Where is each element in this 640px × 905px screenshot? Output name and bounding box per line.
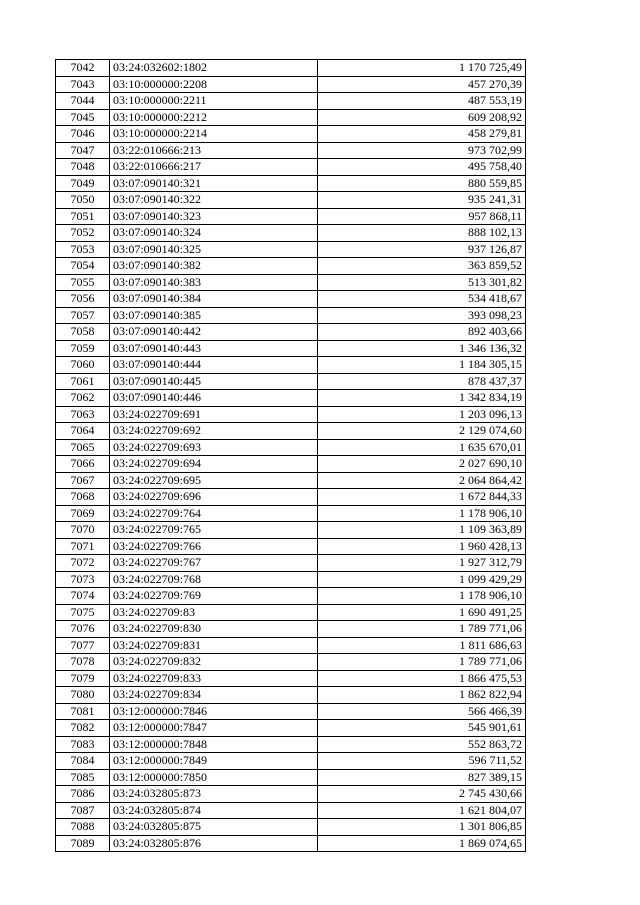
cadastral-value-cell: 596 711,52 [318, 753, 526, 770]
cadastral-value-cell: 1 099 429,29 [318, 571, 526, 588]
row-number-cell: 7085 [56, 769, 110, 786]
row-number-cell: 7068 [56, 489, 110, 506]
cadastral-number-cell: 03:24:022709:767 [110, 555, 318, 572]
cadastral-number-cell: 03:24:022709:692 [110, 423, 318, 440]
cadastral-value-cell: 534 418,67 [318, 291, 526, 308]
table-row [56, 93, 526, 110]
table-row [56, 489, 526, 506]
cadastral-value-cell: 566 466,39 [318, 703, 526, 720]
cadastral-value-cell: 1 866 475,53 [318, 670, 526, 687]
table-row [56, 373, 526, 390]
table-row [56, 538, 526, 555]
table-row [56, 423, 526, 440]
cadastral-value-cell: 2 064 864,42 [318, 472, 526, 489]
cadastral-number-cell: 03:12:000000:7848 [110, 736, 318, 753]
table-row [56, 340, 526, 357]
row-number-cell: 7044 [56, 93, 110, 110]
cadastral-number-cell: 03:24:022709:766 [110, 538, 318, 555]
row-number-cell: 7083 [56, 736, 110, 753]
table-body [56, 60, 526, 852]
cadastral-number-cell: 03:24:032805:875 [110, 819, 318, 836]
table-row [56, 703, 526, 720]
cadastral-value-cell: 545 901,61 [318, 720, 526, 737]
cadastral-number-cell: 03:24:032805:873 [110, 786, 318, 803]
cadastral-number-cell: 03:24:022709:833 [110, 670, 318, 687]
cadastral-value-cell: 1 346 136,32 [318, 340, 526, 357]
cadastral-number-cell: 03:07:090140:382 [110, 258, 318, 275]
table-row [56, 571, 526, 588]
table-row [56, 802, 526, 819]
table-row [56, 109, 526, 126]
table-row [56, 439, 526, 456]
cadastral-number-cell: 03:24:022709:696 [110, 489, 318, 506]
cadastral-number-cell: 03:07:090140:324 [110, 225, 318, 242]
cadastral-value-cell: 973 702,99 [318, 142, 526, 159]
cadastral-number-cell: 03:07:090140:325 [110, 241, 318, 258]
table-row [56, 736, 526, 753]
cadastral-value-cell: 393 098,23 [318, 307, 526, 324]
cadastral-value-cell: 457 270,39 [318, 76, 526, 93]
cadastral-number-cell: 03:07:090140:385 [110, 307, 318, 324]
row-number-cell: 7054 [56, 258, 110, 275]
table-row [56, 208, 526, 225]
cadastral-number-cell: 03:24:022709:694 [110, 456, 318, 473]
table-row [56, 357, 526, 374]
table-row [56, 687, 526, 704]
cadastral-number-cell: 03:24:022709:693 [110, 439, 318, 456]
cadastral-value-cell: 1 109 363,89 [318, 522, 526, 539]
table-row [56, 324, 526, 341]
cadastral-number-cell: 03:12:000000:7847 [110, 720, 318, 737]
row-number-cell: 7065 [56, 439, 110, 456]
table-row [56, 472, 526, 489]
cadastral-value-cell: 2 745 430,66 [318, 786, 526, 803]
table-row [56, 274, 526, 291]
cadastral-value-cell: 552 863,72 [318, 736, 526, 753]
cadastral-number-cell: 03:24:032805:876 [110, 835, 318, 852]
row-number-cell: 7077 [56, 637, 110, 654]
table-row [56, 142, 526, 159]
cadastral-number-cell: 03:07:090140:384 [110, 291, 318, 308]
row-number-cell: 7076 [56, 621, 110, 638]
table-row [56, 621, 526, 638]
cadastral-value-cell: 1 178 906,10 [318, 588, 526, 605]
row-number-cell: 7088 [56, 819, 110, 836]
cadastral-number-cell: 03:07:090140:443 [110, 340, 318, 357]
row-number-cell: 7070 [56, 522, 110, 539]
cadastral-number-cell: 03:07:090140:323 [110, 208, 318, 225]
table-row [56, 637, 526, 654]
row-number-cell: 7072 [56, 555, 110, 572]
row-number-cell: 7043 [56, 76, 110, 93]
cadastral-value-cell: 495 758,40 [318, 159, 526, 176]
row-number-cell: 7042 [56, 60, 110, 77]
cadastral-number-cell: 03:24:032602:1802 [110, 60, 318, 77]
cadastral-value-cell: 827 389,15 [318, 769, 526, 786]
row-number-cell: 7063 [56, 406, 110, 423]
cadastral-value-cell: 892 403,66 [318, 324, 526, 341]
table-row [56, 819, 526, 836]
row-number-cell: 7066 [56, 456, 110, 473]
cadastral-number-cell: 03:07:090140:322 [110, 192, 318, 209]
cadastral-number-cell: 03:07:090140:446 [110, 390, 318, 407]
table-row [56, 505, 526, 522]
row-number-cell: 7058 [56, 324, 110, 341]
cadastral-value-cell: 2 027 690,10 [318, 456, 526, 473]
cadastral-value-cell: 878 437,37 [318, 373, 526, 390]
cadastral-value-cell: 1 869 074,65 [318, 835, 526, 852]
row-number-cell: 7082 [56, 720, 110, 737]
row-number-cell: 7050 [56, 192, 110, 209]
cadastral-value-cell: 513 301,82 [318, 274, 526, 291]
cadastral-value-cell: 1 342 834,19 [318, 390, 526, 407]
table-row [56, 522, 526, 539]
row-number-cell: 7087 [56, 802, 110, 819]
table-row [56, 291, 526, 308]
cadastral-value-cell: 1 862 822,94 [318, 687, 526, 704]
row-number-cell: 7060 [56, 357, 110, 374]
table-row [56, 60, 526, 77]
row-number-cell: 7049 [56, 175, 110, 192]
table-row [56, 654, 526, 671]
row-number-cell: 7071 [56, 538, 110, 555]
cadastral-value-cell: 1 635 670,01 [318, 439, 526, 456]
cadastral-value-cell: 937 126,87 [318, 241, 526, 258]
cadastral-value-cell: 1 927 312,79 [318, 555, 526, 572]
cadastral-value-cell: 1 203 096,13 [318, 406, 526, 423]
table-row [56, 555, 526, 572]
row-number-cell: 7045 [56, 109, 110, 126]
table-row [56, 670, 526, 687]
cadastral-value-cell: 1 178 906,10 [318, 505, 526, 522]
row-number-cell: 7056 [56, 291, 110, 308]
cadastral-number-cell: 03:10:000000:2214 [110, 126, 318, 143]
cadastral-number-cell: 03:10:000000:2211 [110, 93, 318, 110]
cadastral-value-cell: 609 208,92 [318, 109, 526, 126]
row-number-cell: 7081 [56, 703, 110, 720]
cadastral-number-cell: 03:10:000000:2208 [110, 76, 318, 93]
table-row [56, 769, 526, 786]
cadastral-number-cell: 03:24:022709:695 [110, 472, 318, 489]
cadastral-number-cell: 03:24:032805:874 [110, 802, 318, 819]
cadastral-value-cell: 880 559,85 [318, 175, 526, 192]
cadastral-number-cell: 03:24:022709:830 [110, 621, 318, 638]
cadastral-number-cell: 03:24:022709:768 [110, 571, 318, 588]
cadastral-value-cell: 1 621 804,07 [318, 802, 526, 819]
row-number-cell: 7073 [56, 571, 110, 588]
row-number-cell: 7046 [56, 126, 110, 143]
cadastral-number-cell: 03:24:022709:765 [110, 522, 318, 539]
table-row [56, 258, 526, 275]
cadastral-value-cell: 1 184 305,15 [318, 357, 526, 374]
table-row [56, 76, 526, 93]
cadastral-value-cell: 1 811 686,63 [318, 637, 526, 654]
cadastral-value-cell: 487 553,19 [318, 93, 526, 110]
cadastral-value-cell: 2 129 074,60 [318, 423, 526, 440]
cadastral-number-cell: 03:24:022709:834 [110, 687, 318, 704]
table-row [56, 241, 526, 258]
table-row [56, 456, 526, 473]
table-row [56, 786, 526, 803]
table-row [56, 159, 526, 176]
cadastral-value-cell: 363 859,52 [318, 258, 526, 275]
cadastral-value-cell: 1 789 771,06 [318, 654, 526, 671]
row-number-cell: 7067 [56, 472, 110, 489]
table-row [56, 192, 526, 209]
row-number-cell: 7062 [56, 390, 110, 407]
row-number-cell: 7074 [56, 588, 110, 605]
table-row [56, 753, 526, 770]
cadastral-number-cell: 03:10:000000:2212 [110, 109, 318, 126]
table-row [56, 225, 526, 242]
row-number-cell: 7057 [56, 307, 110, 324]
table-row [56, 390, 526, 407]
table-row [56, 720, 526, 737]
cadastral-value-cell: 1 690 491,25 [318, 604, 526, 621]
row-number-cell: 7086 [56, 786, 110, 803]
table-row [56, 406, 526, 423]
cadastral-number-cell: 03:22:010666:217 [110, 159, 318, 176]
cadastral-value-cell: 888 102,13 [318, 225, 526, 242]
row-number-cell: 7089 [56, 835, 110, 852]
cadastral-value-cell: 1 301 806,85 [318, 819, 526, 836]
cadastral-number-cell: 03:07:090140:445 [110, 373, 318, 390]
table-row [56, 604, 526, 621]
row-number-cell: 7084 [56, 753, 110, 770]
cadastral-value-cell: 1 789 771,06 [318, 621, 526, 638]
cadastral-number-cell: 03:12:000000:7850 [110, 769, 318, 786]
row-number-cell: 7080 [56, 687, 110, 704]
table-row [56, 307, 526, 324]
row-number-cell: 7051 [56, 208, 110, 225]
row-number-cell: 7059 [56, 340, 110, 357]
row-number-cell: 7075 [56, 604, 110, 621]
row-number-cell: 7079 [56, 670, 110, 687]
cadastral-number-cell: 03:07:090140:444 [110, 357, 318, 374]
cadastral-value-table [55, 59, 526, 852]
table-row [56, 175, 526, 192]
cadastral-number-cell: 03:24:022709:691 [110, 406, 318, 423]
cadastral-number-cell: 03:07:090140:383 [110, 274, 318, 291]
row-number-cell: 7048 [56, 159, 110, 176]
row-number-cell: 7078 [56, 654, 110, 671]
row-number-cell: 7055 [56, 274, 110, 291]
cadastral-value-cell: 1 170 725,49 [318, 60, 526, 77]
cadastral-number-cell: 03:12:000000:7849 [110, 753, 318, 770]
table-row [56, 835, 526, 852]
cadastral-number-cell: 03:24:022709:831 [110, 637, 318, 654]
row-number-cell: 7064 [56, 423, 110, 440]
row-number-cell: 7069 [56, 505, 110, 522]
row-number-cell: 7047 [56, 142, 110, 159]
cadastral-value-cell: 957 868,11 [318, 208, 526, 225]
cadastral-number-cell: 03:24:022709:764 [110, 505, 318, 522]
cadastral-number-cell: 03:07:090140:321 [110, 175, 318, 192]
cadastral-number-cell: 03:12:000000:7846 [110, 703, 318, 720]
table-row [56, 126, 526, 143]
cadastral-number-cell: 03:07:090140:442 [110, 324, 318, 341]
cadastral-value-cell: 458 279,81 [318, 126, 526, 143]
cadastral-value-cell: 1 672 844,33 [318, 489, 526, 506]
cadastral-value-cell: 935 241,31 [318, 192, 526, 209]
table-row [56, 588, 526, 605]
cadastral-number-cell: 03:22:010666:213 [110, 142, 318, 159]
cadastral-number-cell: 03:24:022709:83 [110, 604, 318, 621]
cadastral-value-cell: 1 960 428,13 [318, 538, 526, 555]
cadastral-number-cell: 03:24:022709:832 [110, 654, 318, 671]
row-number-cell: 7052 [56, 225, 110, 242]
row-number-cell: 7053 [56, 241, 110, 258]
cadastral-number-cell: 03:24:022709:769 [110, 588, 318, 605]
row-number-cell: 7061 [56, 373, 110, 390]
